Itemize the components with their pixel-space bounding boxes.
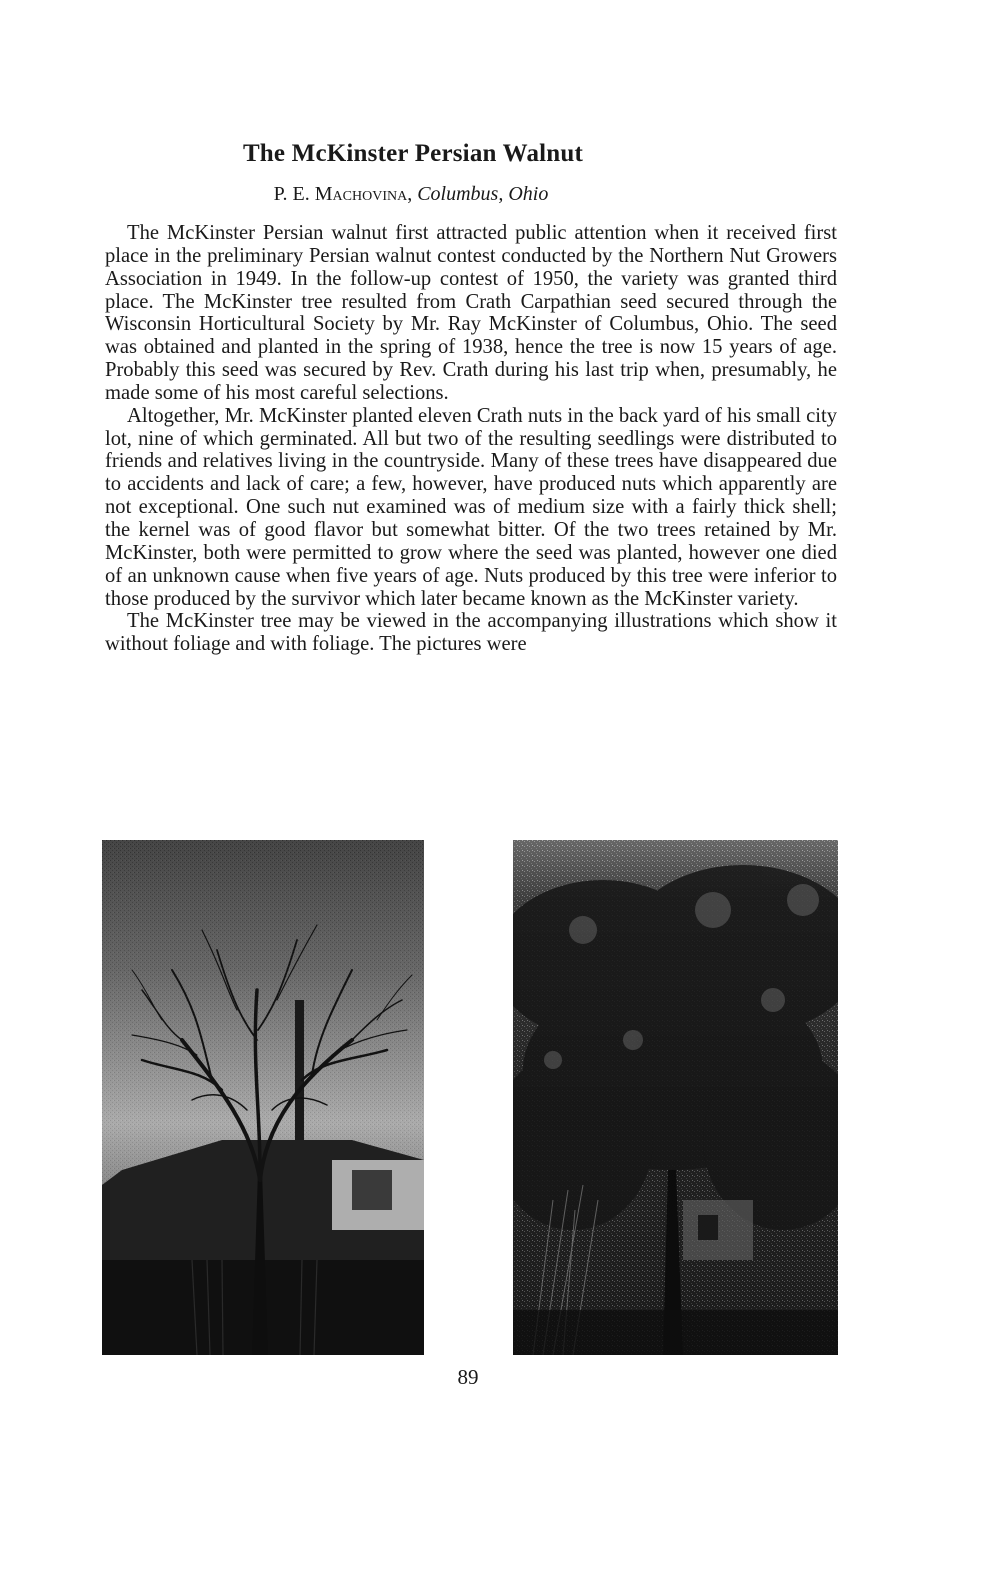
paragraph-2: Altogether, Mr. McKinster planted eleven Crath nuts in the back yard of his small city lot, nine of which germinated. All but two of the resulting seedlings were distributed to friends and relatives living in the countryside. Many of these trees have disappeared due to accidents and lack of care; a few, however, have produced nuts which apparently are not exceptional. One such nut examined was of medium size with a fairly thick shell; the kernel was of good flavor but somewhat bitter. Of the two trees retained by Mr. McKinster, both were permitted to grow where the seed was planted, however one died of an unknown cause when five years of age. Nuts produced by this tree were inferior to those produced by the survivor which later became known as the McKinster variety. [105,404,837,610]
article-title: The McKinster Persian Walnut [242,140,584,167]
byline [0,183,822,206]
leafy-tree-illustration [513,840,838,1355]
author-location: Columbus, Ohio [417,183,549,205]
tree-without-foliage-photo [102,840,424,1355]
article-body [105,222,837,656]
tree-with-foliage-photo [513,840,838,1355]
paragraph-3: The McKinster tree may be viewed in the accompanying illustrations which show it without foliage and with foliage. The pictures were [105,610,837,656]
author-name: P. E. Machovina, [273,183,413,205]
paragraph-1: The McKinster Persian walnut first attracted public attention when it received first place in the preliminary Persian walnut contest conducted by the Northern Nut Growers Association in 1949. In the follow-up contest of 1950, the variety was granted third place. The McKinster tree resulted from Crath Carpathian seed secured through the Wisconsin Horticultural Society by Mr. Ray McKinster of Columbus, Ohio. The seed was obtained and planted in the spring of 1938, hence the tree is now 15 years of age. Probably this seed was secured by Rev. Crath during his last trip when, presumably, he made some of his most careful selections. [105,222,837,404]
page-number: 89 [457,1365,479,1389]
bare-tree-illustration [102,840,424,1355]
